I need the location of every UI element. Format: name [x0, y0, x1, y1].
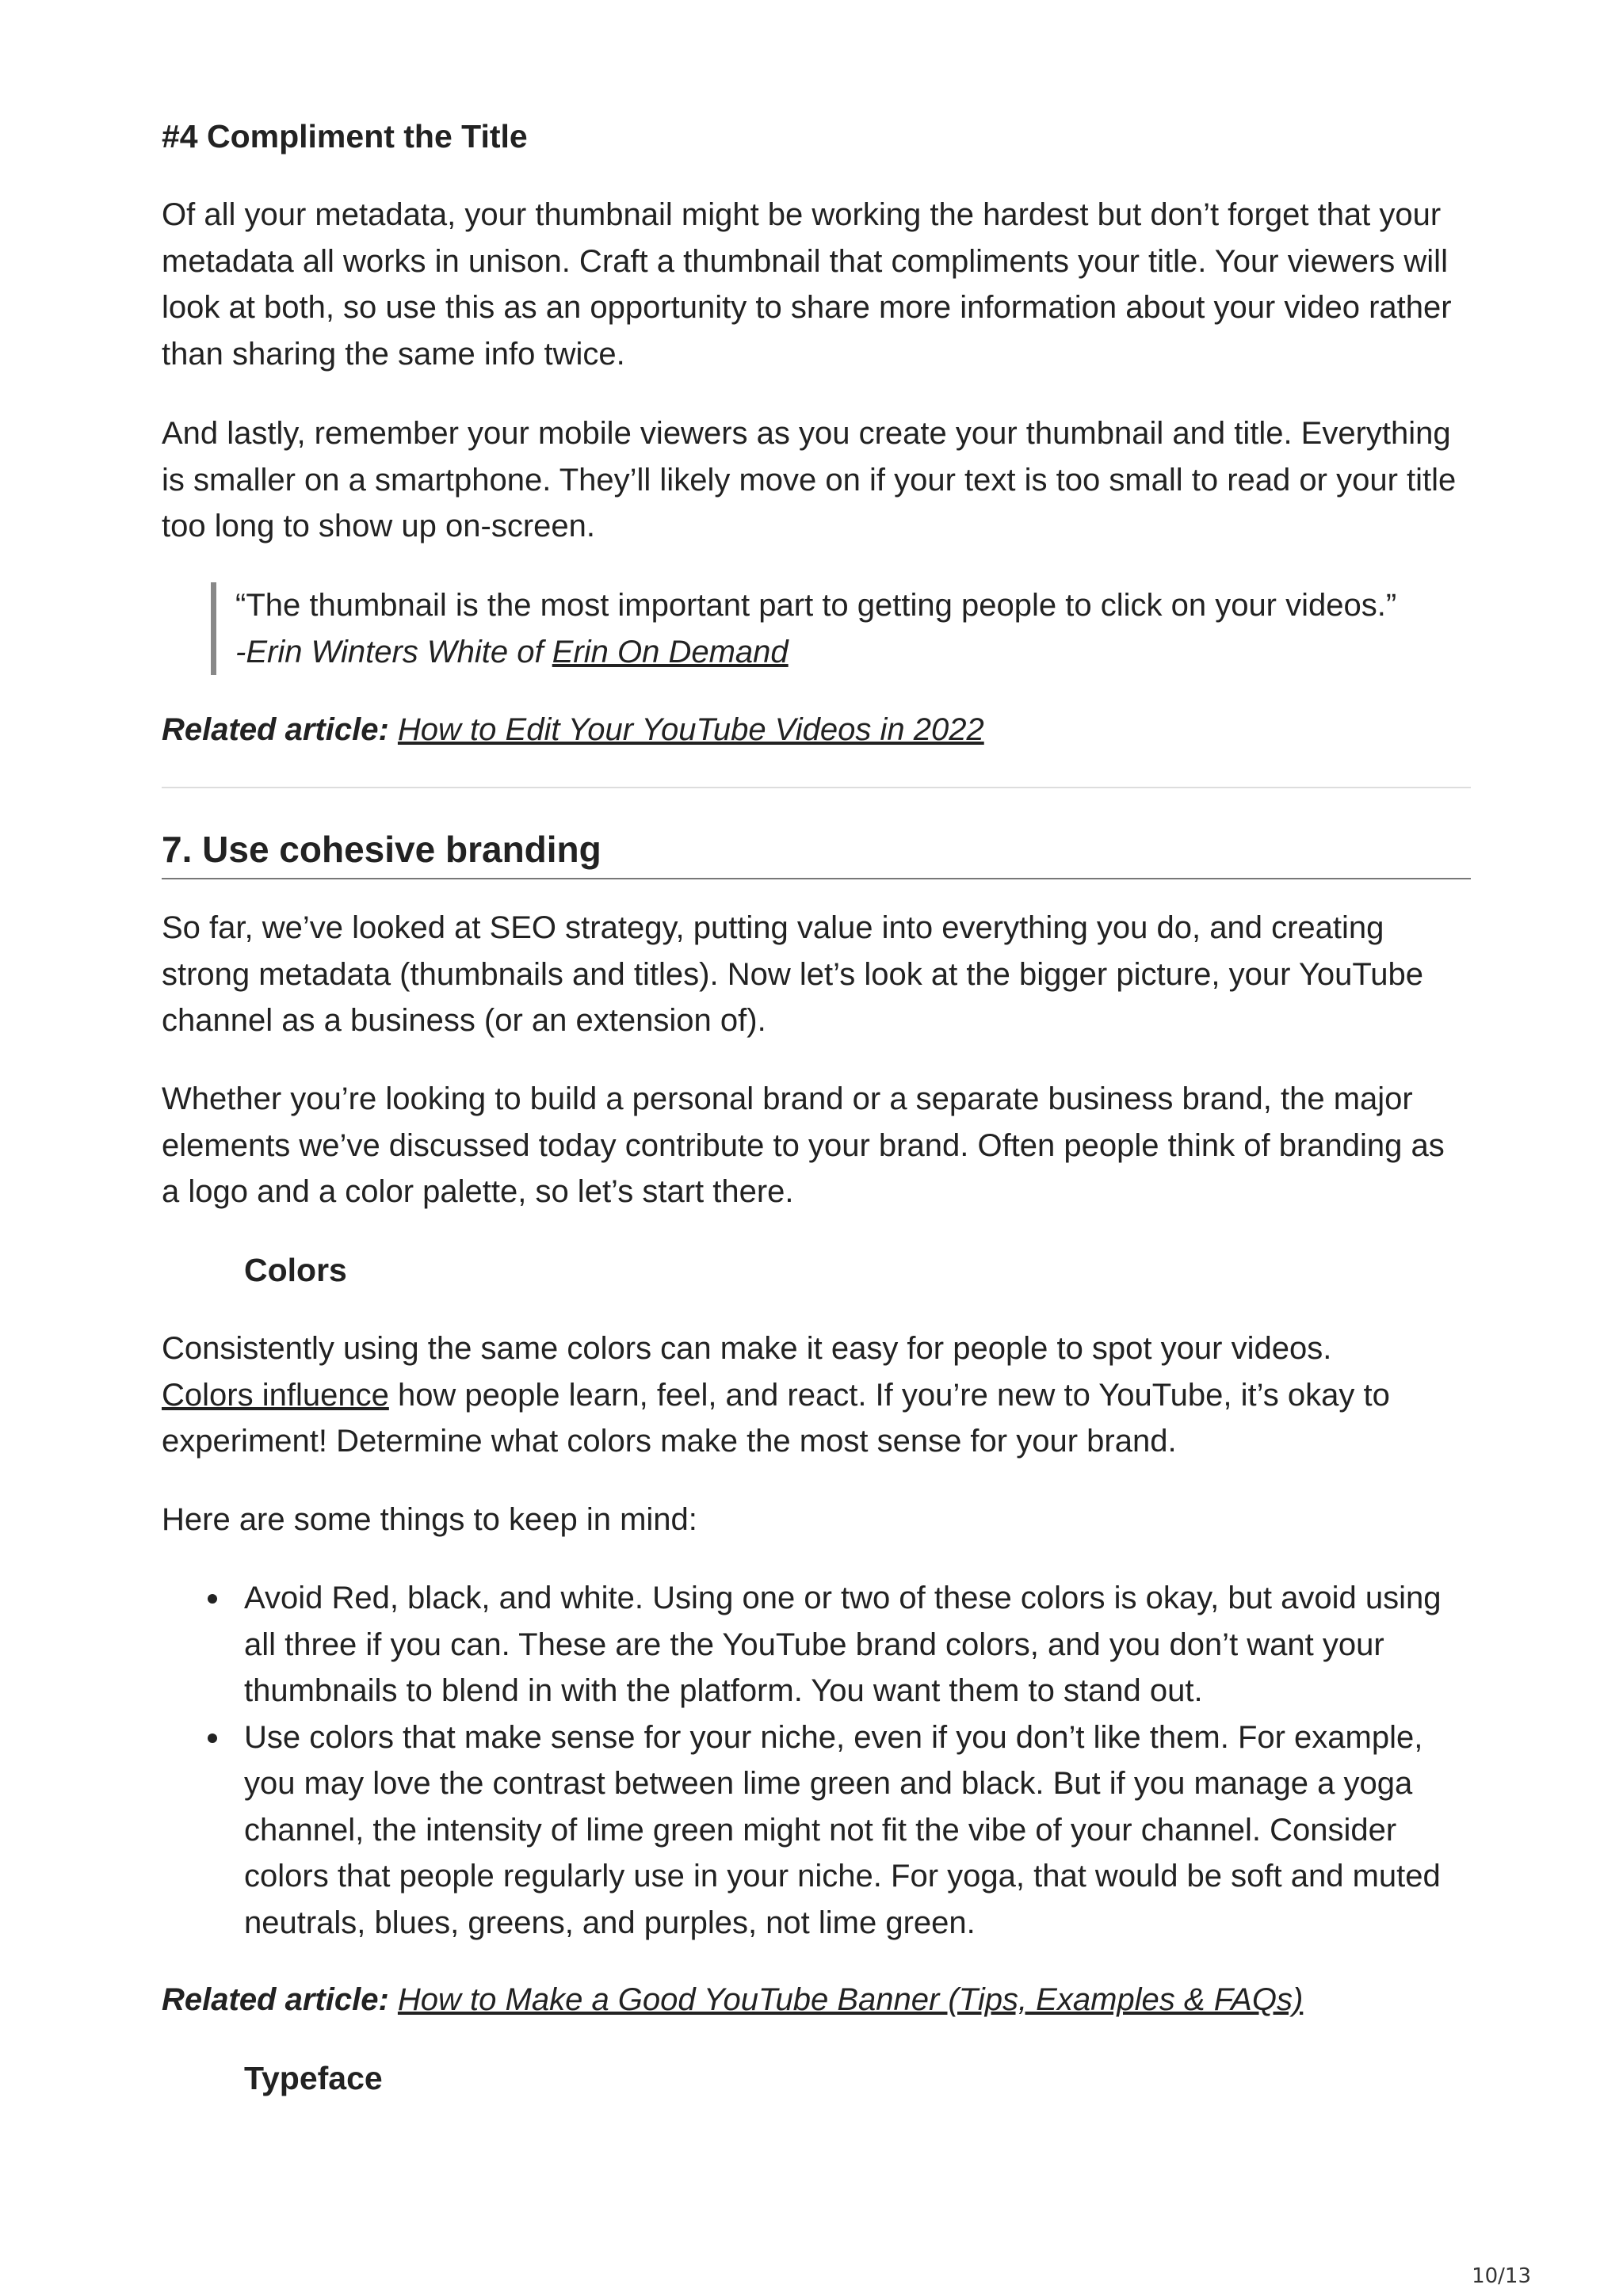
- paragraph-colors: [162, 1325, 1471, 1465]
- related-article-banner-link[interactable]: How to Make a Good YouTube Banner (Tips, Examples & FAQs): [397, 1982, 1304, 2017]
- list-item: Use colors that make sense for your niche, even if you don’t like them. For example, you may love the contrast between lime green and black. But if you manage a yoga channel, the intensity of lime green might not fit the vibe of your channel. Consider colors that people regularly use in your niche. For yoga, that would be soft and muted neutrals, blues, greens, and purples, not lime green.: [244, 1714, 1471, 1947]
- related-article-edit-videos: [162, 707, 984, 753]
- subheading-typeface: Typeface: [244, 2060, 383, 2096]
- erin-on-demand-link[interactable]: Erin On Demand: [552, 634, 789, 669]
- subheading-compliment-title: #4 Compliment the Title: [162, 118, 528, 154]
- related-article-banner: [162, 1977, 1303, 2023]
- colors-line1: Consistently using the same colors can make it easy for people to spot your videos.: [162, 1331, 1332, 1366]
- related-article-label: Related article:: [162, 1982, 389, 2017]
- list-item: Avoid Red, black, and white. Using one or two of these colors is okay, but avoid using all three if you can. These are the YouTube brand colors, and you don’t want your thumbnails to blend in with the platform. You want them to stand out.: [244, 1575, 1471, 1714]
- paragraph-bigger-picture: So far, we’ve looked at SEO strategy, putting value into everything you do, and creating strong metadata (thumbnails and titles). Now let’s look at the bigger picture, your YouTube channel as a business (or an extension of).: [162, 910, 1424, 1038]
- quote-cite-prefix: -Erin Winters White of: [235, 634, 552, 669]
- paragraph-personal-brand: Whether you’re looking to build a personal brand or a separate business brand, the major elements we’ve discussed today contribute to your brand. Often people think of branding as a logo and a color palette, so let’s start there.: [162, 1081, 1445, 1209]
- colors-influence-link[interactable]: Colors influence: [162, 1377, 389, 1413]
- related-article-label: Related article:: [162, 712, 389, 747]
- colors-rest: how people learn, feel, and react. If you’re new to YouTube, it’s okay to experiment! Determine what colors make the most sense for your brand.: [162, 1377, 1390, 1459]
- heading-cohesive-branding: 7. Use cohesive branding: [162, 824, 1471, 879]
- section-divider: [162, 787, 1471, 788]
- subheading-colors: Colors: [244, 1252, 347, 1288]
- paragraph-keep-in-mind: Here are some things to keep in mind:: [162, 1502, 697, 1537]
- blockquote: [211, 582, 1495, 675]
- related-article-edit-videos-link[interactable]: How to Edit Your YouTube Videos in 2022: [397, 712, 984, 747]
- page-number: 10/13: [1472, 2264, 1531, 2288]
- quote-text: “The thumbnail is the most important part to getting people to click on your videos.”: [235, 588, 1397, 623]
- paragraph-mobile-viewers: And lastly, remember your mobile viewers as you create your thumbnail and title. Everything is smaller on a smartphone. They’ll likely move on if your text is too small to read or your title too long to show up on-screen.: [162, 416, 1457, 543]
- paragraph-metadata-unison: Of all your metadata, your thumbnail might be working the hardest but don’t forget that your metadata all works in unison. Craft a thumbnail that compliments your title. Your viewers will look at both, so use this as an opportunity to share more information about your video rather than sharing the same info twice.: [162, 197, 1452, 372]
- quote-citation: [235, 629, 1495, 676]
- color-tips-list: [244, 1575, 1471, 1946]
